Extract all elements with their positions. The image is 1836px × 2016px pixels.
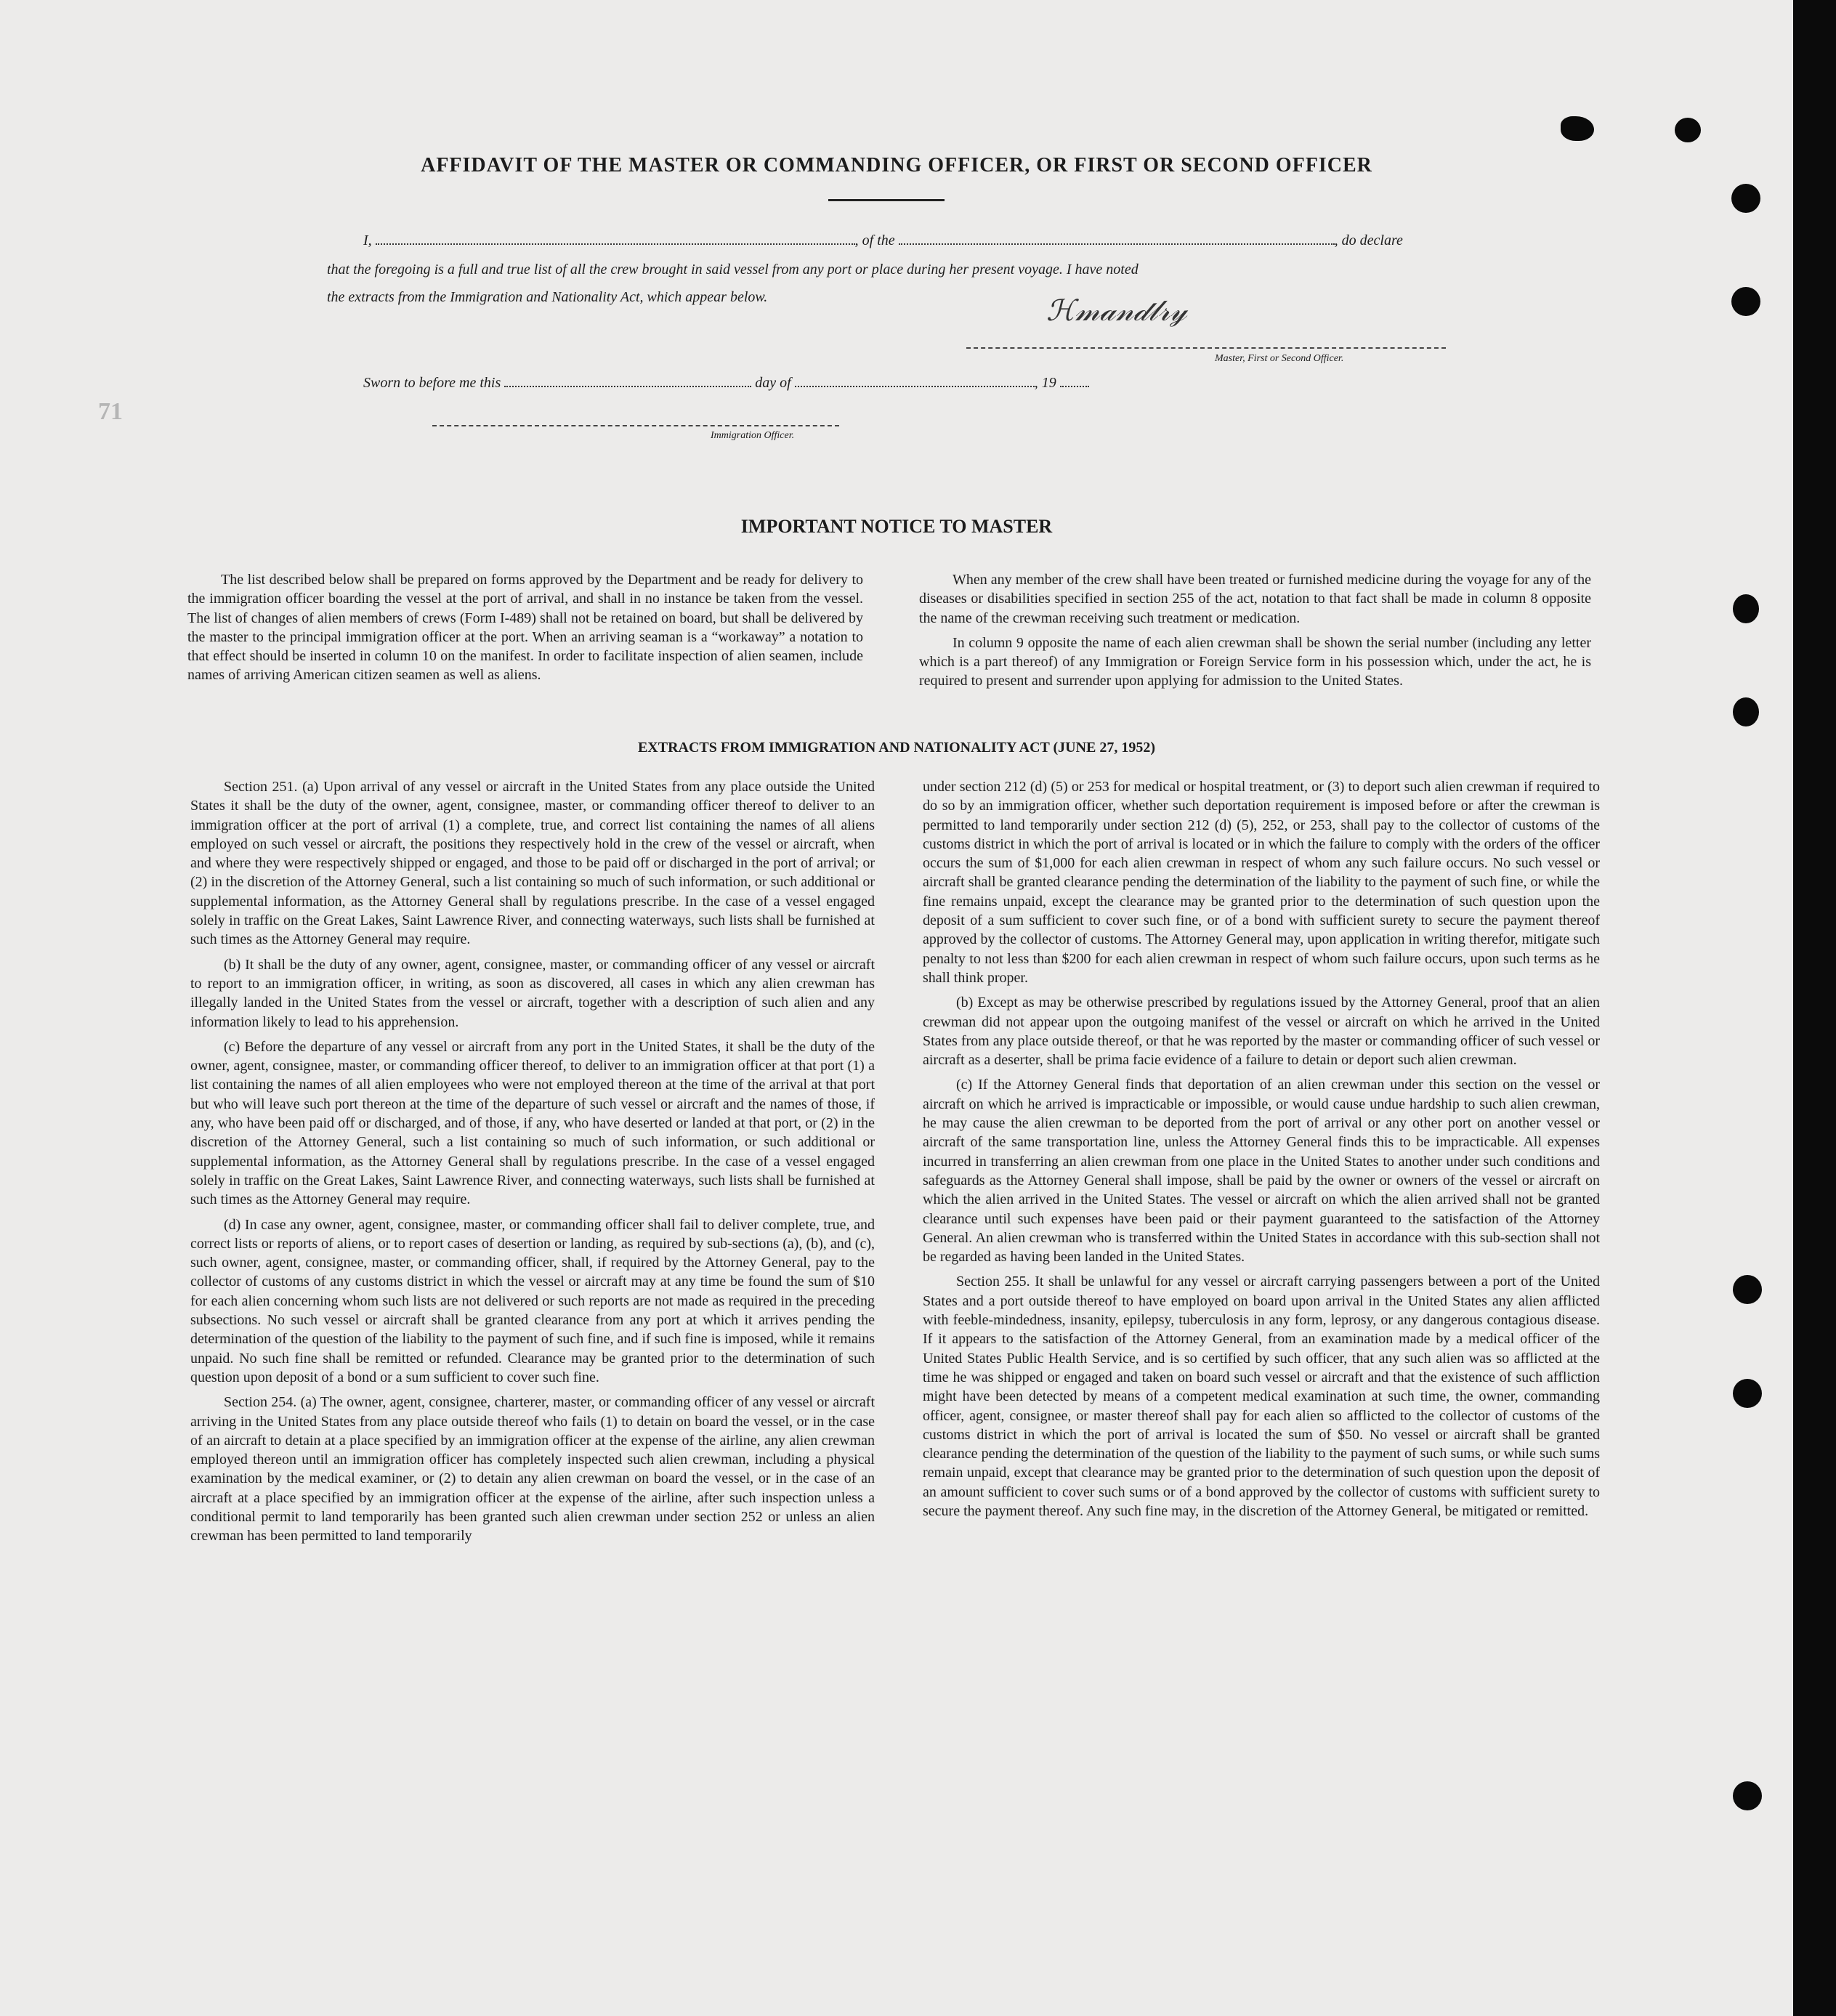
notice-title: IMPORTANT NOTICE TO MASTER [740,516,1053,537]
extracts-left-column [190,777,875,1552]
sworn-day-label: day of [755,375,791,391]
master-signature: ℋ𝓂𝒶𝓃𝒹𝓁𝓇𝓎 [1046,294,1187,328]
vessel-prefix: , of the [854,232,895,248]
sworn-month-field[interactable] [795,386,1035,387]
punch-hole [1733,594,1759,623]
declaration-line-1 [363,227,1453,254]
sworn-year-label: , 19 [1034,375,1056,391]
act-paragraph: (b) Except as may be otherwise prescribed by regulations issued by the Attorney General, proof that an alien crewman did not appear upon the outgoing manifest of the vessel or aircraft on which he arrived in the United States from any place outside thereof, or that he was reported by the master or commanding officer of such vessel or aircraft as a deserter, shall be prima facie evidence of a failure to detain or deport such alien crewman. [923,995,1600,1069]
margin-mark: 71 [98,398,123,425]
act-paragraph: (d) In case any owner, agent, consignee, master, or commanding officer shall fail to deliver complete, true, and correct lists or reports of aliens, or to report cases of desertion or landing, as required by sub-sections (a), (b), and (c), such owner, agent, consignee, master, or commanding officer, shall, if required by the Attorney General, pay to the collector of customs of any customs district in which the vessel or aircraft may at any time be found the sum of $10 for each alien concerning whom such lists are not delivered or such reports are not made as required in the preceding subsections. No such vessel or aircraft shall be granted clearance from any port at which it arrives pending the determination of the question of the liability to the payment of such fine, and if such fine is imposed, while it remains unpaid. No such fine shall be remitted or refunded. Clearance may be granted prior to the determination of such question upon deposit of a bond or a sum sufficient to cover such fine. [190,1216,875,1385]
immigration-officer-caption: Immigration Officer. [711,430,795,441]
notice-right-column [919,570,1591,697]
act-paragraph: (b) It shall be the duty of any owner, agent, consignee, master, or commanding officer of any vessel or aircraft to report to an immigration officer, in writing, as soon as discovered, all cases in which any alien crewman has illegally landed in the United States from the vessel or aircraft, together with a description of such alien and any information likely to lead to his apprehension. [190,956,875,1030]
declaration-line-3: the extracts from the Immigration and Nationality Act, which appear below. [327,289,768,305]
sworn-day-field[interactable] [504,386,751,387]
punch-hole [1733,1275,1762,1304]
act-paragraph: under section 212 (d) (5) or 253 for medical or hospital treatment, or (3) to deport such alien crewman if required to do so by an immigration officer, whether such deportation requirement is imposed before or after the crewman is permitted to land temporarily under section 212 (d) (5), 252, or 253, shall pay to the collector of customs of the customs district in which the port of arrival is located or in which the failure to comply with the orders of the officer occurs the sum of $1,000 for each alien crewman in respect of whom any such failure occurs. No such vessel or aircraft shall be granted clearance pending the determination of the liability to the payment of such fine, or while the fine remains unpaid, except the clearance may be granted prior to the determination of such question upon the deposit of a sum sufficient to cover such fine, or of a bond with sufficient surety to secure the payment thereof approved by the collector of customs. The Attorney General may, upon application in writing therefor, mitigate such penalty to not less than $200 for each alien crewman in respect of whom such failure occurs, upon such terms as he shall think proper. [923,779,1600,986]
declarant-prefix: I, [363,232,372,248]
vessel-name-field[interactable] [899,243,1335,245]
notice-left-column [187,570,863,691]
extracts-title: EXTRACTS FROM IMMIGRATION AND NATIONALITY ACT (JUNE 27, 1952) [637,740,1156,756]
declare-suffix: , do declare [1334,232,1403,248]
punch-hole [1733,697,1759,726]
act-paragraph: Section 251. (a) Upon arrival of any vessel or aircraft in the United States from any place outside the United States it shall be the duty of the owner, agent, consignee, master, or commanding officer thereof to deliver to an immigration officer at the port of arrival (1) a complete, true, and correct list containing the names of all aliens employed on such vessel or aircraft, the positions they respectively hold in the crew of the vessel or aircraft, when and where they were respectively shipped or engaged, and those to be paid off or discharged in the port of arrival; or (2) in the discretion of the Attorney General, such a list containing so much of such information, or such additional or supplemental information, as the Attorney General shall by regulations prescribe. In the case of a vessel engaged solely in traffic on the Great Lakes, Saint Lawrence River, and connecting waterways, such lists shall be furnished at such times as the Attorney General may require. [190,779,875,948]
notice-paragraph: In column 9 opposite the name of each alien crewman shall be shown the serial number (including any letter which is a part thereof) of any Immigration or Foreign Service form in his possession which, under the act, he is required to present and surrender upon applying for admission to the United States. [919,634,1591,689]
act-paragraph: Section 254. (a) The owner, agent, consignee, charterer, master, or commanding officer of any vessel or aircraft arriving in the United States from any place outside thereof who fails (1) to detain on board the vessel, or in the case of an aircraft to detain at a place specified by an immigration officer at the expense of the airline, any alien crewman employed thereon until an immigration officer has completely inspected such alien crewman, including a physical examination by the medical examiner, or (2) to detain any alien crewman on board the vessel, or in the case of an aircraft at a place specified by an immigration officer at the expense of the airline, after such inspection unless a conditional permit to land temporarily has been granted such alien crewman under section 252 or unless an alien crewman has been permitted to land temporarily [190,1394,875,1545]
act-paragraph: (c) Before the departure of any vessel or aircraft from any port in the United States, it shall be the duty of the owner, agent, consignee, master, or commanding officer thereof, to deliver to an immigration officer at that port (1) a list containing the names of all alien employees who were not employed thereon at the time of the arrival at that port but who will leave such port thereon at the time of the departure of such vessel or aircraft and the names of those, if any, who have been paid off or discharged, and of those, if any, who have deserted or landed at that port, or (2) in the discretion of the Attorney General, such a list containing so much of such information, or such additional or supplemental information, as the Attorney General shall by regulations prescribe. In the case of a vessel engaged solely in traffic on the Great Lakes, Saint Lawrence River, and connecting waterways, such lists shall be furnished at such times as the Attorney General may require. [190,1038,875,1208]
act-paragraph: Section 255. It shall be unlawful for any vessel or aircraft carrying passengers between a port of the United States and a port outside thereof to have employed on board upon arrival in the United States any alien afflicted with feeble-mindedness, insanity, epilepsy, tuberculosis in any form, leprosy, or any dangerous contagious disease. If it appears to the satisfaction of the Attorney General, from an examination made by a medical officer of the United States Public Health Service, and is so certified by such officer, that any such alien was so afflicted at the time he was shipped or engaged and taken on board such vessel or aircraft and that the existence of such affliction might have been detected by means of a competent medical examination at such time, the owner, commanding officer, agent, consignee, or master thereof shall pay for each alien so afflicted to the collector of customs of the customs district in which the port of arrival is located the sum of $50. No vessel or aircraft shall be granted clearance pending the determination of the question of the liability to the payment of such sums, or while such sums remain unpaid, except that clearance may be granted prior to the determination of such question upon the deposit of an amount sufficient to cover such sums or of a bond approved by the collector of customs with sufficient surety to secure the payment thereof. Any such fine may, in the discretion of the Attorney General, be mitigated or remitted. [923,1274,1600,1519]
punch-hole [1731,287,1760,316]
notice-paragraph: When any member of the crew shall have been treated or furnished medicine during the voyage for any of the diseases or disabilities specified in section 255 of the act, notation to that fact shall be made in column 8 opposite the name of the crewman receiving such treatment or medication. [919,572,1591,626]
punch-hole [1561,116,1594,141]
punch-hole [1731,184,1760,213]
notice-paragraph: The list described below shall be prepared on forms approved by the Department and be ready for delivery to the immigration officer boarding the vessel at the port of arrival, and shall in no instance be taken from the vessel. The list of changes of alien members of crews (Form I-489) shall not be retained on board, but shall be delivered by the master to the principal immigration officer at the port. When an arriving seaman is a “workaway” a notation to that effect should be inserted in column 10 on the manifest. In order to facilitate inspection of alien seamen, include names of arriving American citizen seamen as well as aliens. [187,572,863,684]
act-paragraph: (c) If the Attorney General finds that deportation of an alien crewman under this section on the vessel or aircraft on which he arrived is impracticable or impossible, or would cause undue hardship to such alien crewman, he may cause the alien crewman to be deported from the port of arrival or any other port on another vessel or aircraft of the same transportation line, unless the Attorney General finds this to be impracticable. All expenses incurred in transferring an alien crewman from one place in the United States to another under such conditions and safeguards as the Attorney General shall impose, shall be paid by the owner or owners of the vessel or aircraft on which the alien arrived in the United States. The vessel or aircraft on which the alien arrived shall not be granted clearance until such expenses have been paid or their payment guaranteed to the satisfaction of the Attorney General. An alien crewman who is transferred within the United States in accordance with this sub-section shall not be regarded as having been landed in the United States. [923,1077,1600,1266]
punch-hole [1675,118,1701,142]
sworn-prefix: Sworn to before me this [363,375,501,391]
title-underline [828,199,945,201]
immigration-officer-line[interactable] [432,425,839,426]
declaration-line-2: that the foregoing is a full and true list of all the crew brought in said vessel from any port or place during her present voyage. I have noted [327,262,1139,278]
sworn-year-field[interactable] [1060,386,1089,387]
master-signature-caption: Master, First or Second Officer. [1215,353,1344,364]
punch-hole [1733,1781,1762,1810]
master-signature-line[interactable] [966,347,1446,349]
extracts-right-column [923,777,1600,1526]
punch-hole [1733,1379,1762,1408]
declarant-name-field[interactable] [376,243,855,245]
sworn-line [363,369,1235,397]
affidavit-title: AFFIDAVIT OF THE MASTER OR COMMANDING OFFICER, OR FIRST OR SECOND OFFICER [421,154,1372,177]
